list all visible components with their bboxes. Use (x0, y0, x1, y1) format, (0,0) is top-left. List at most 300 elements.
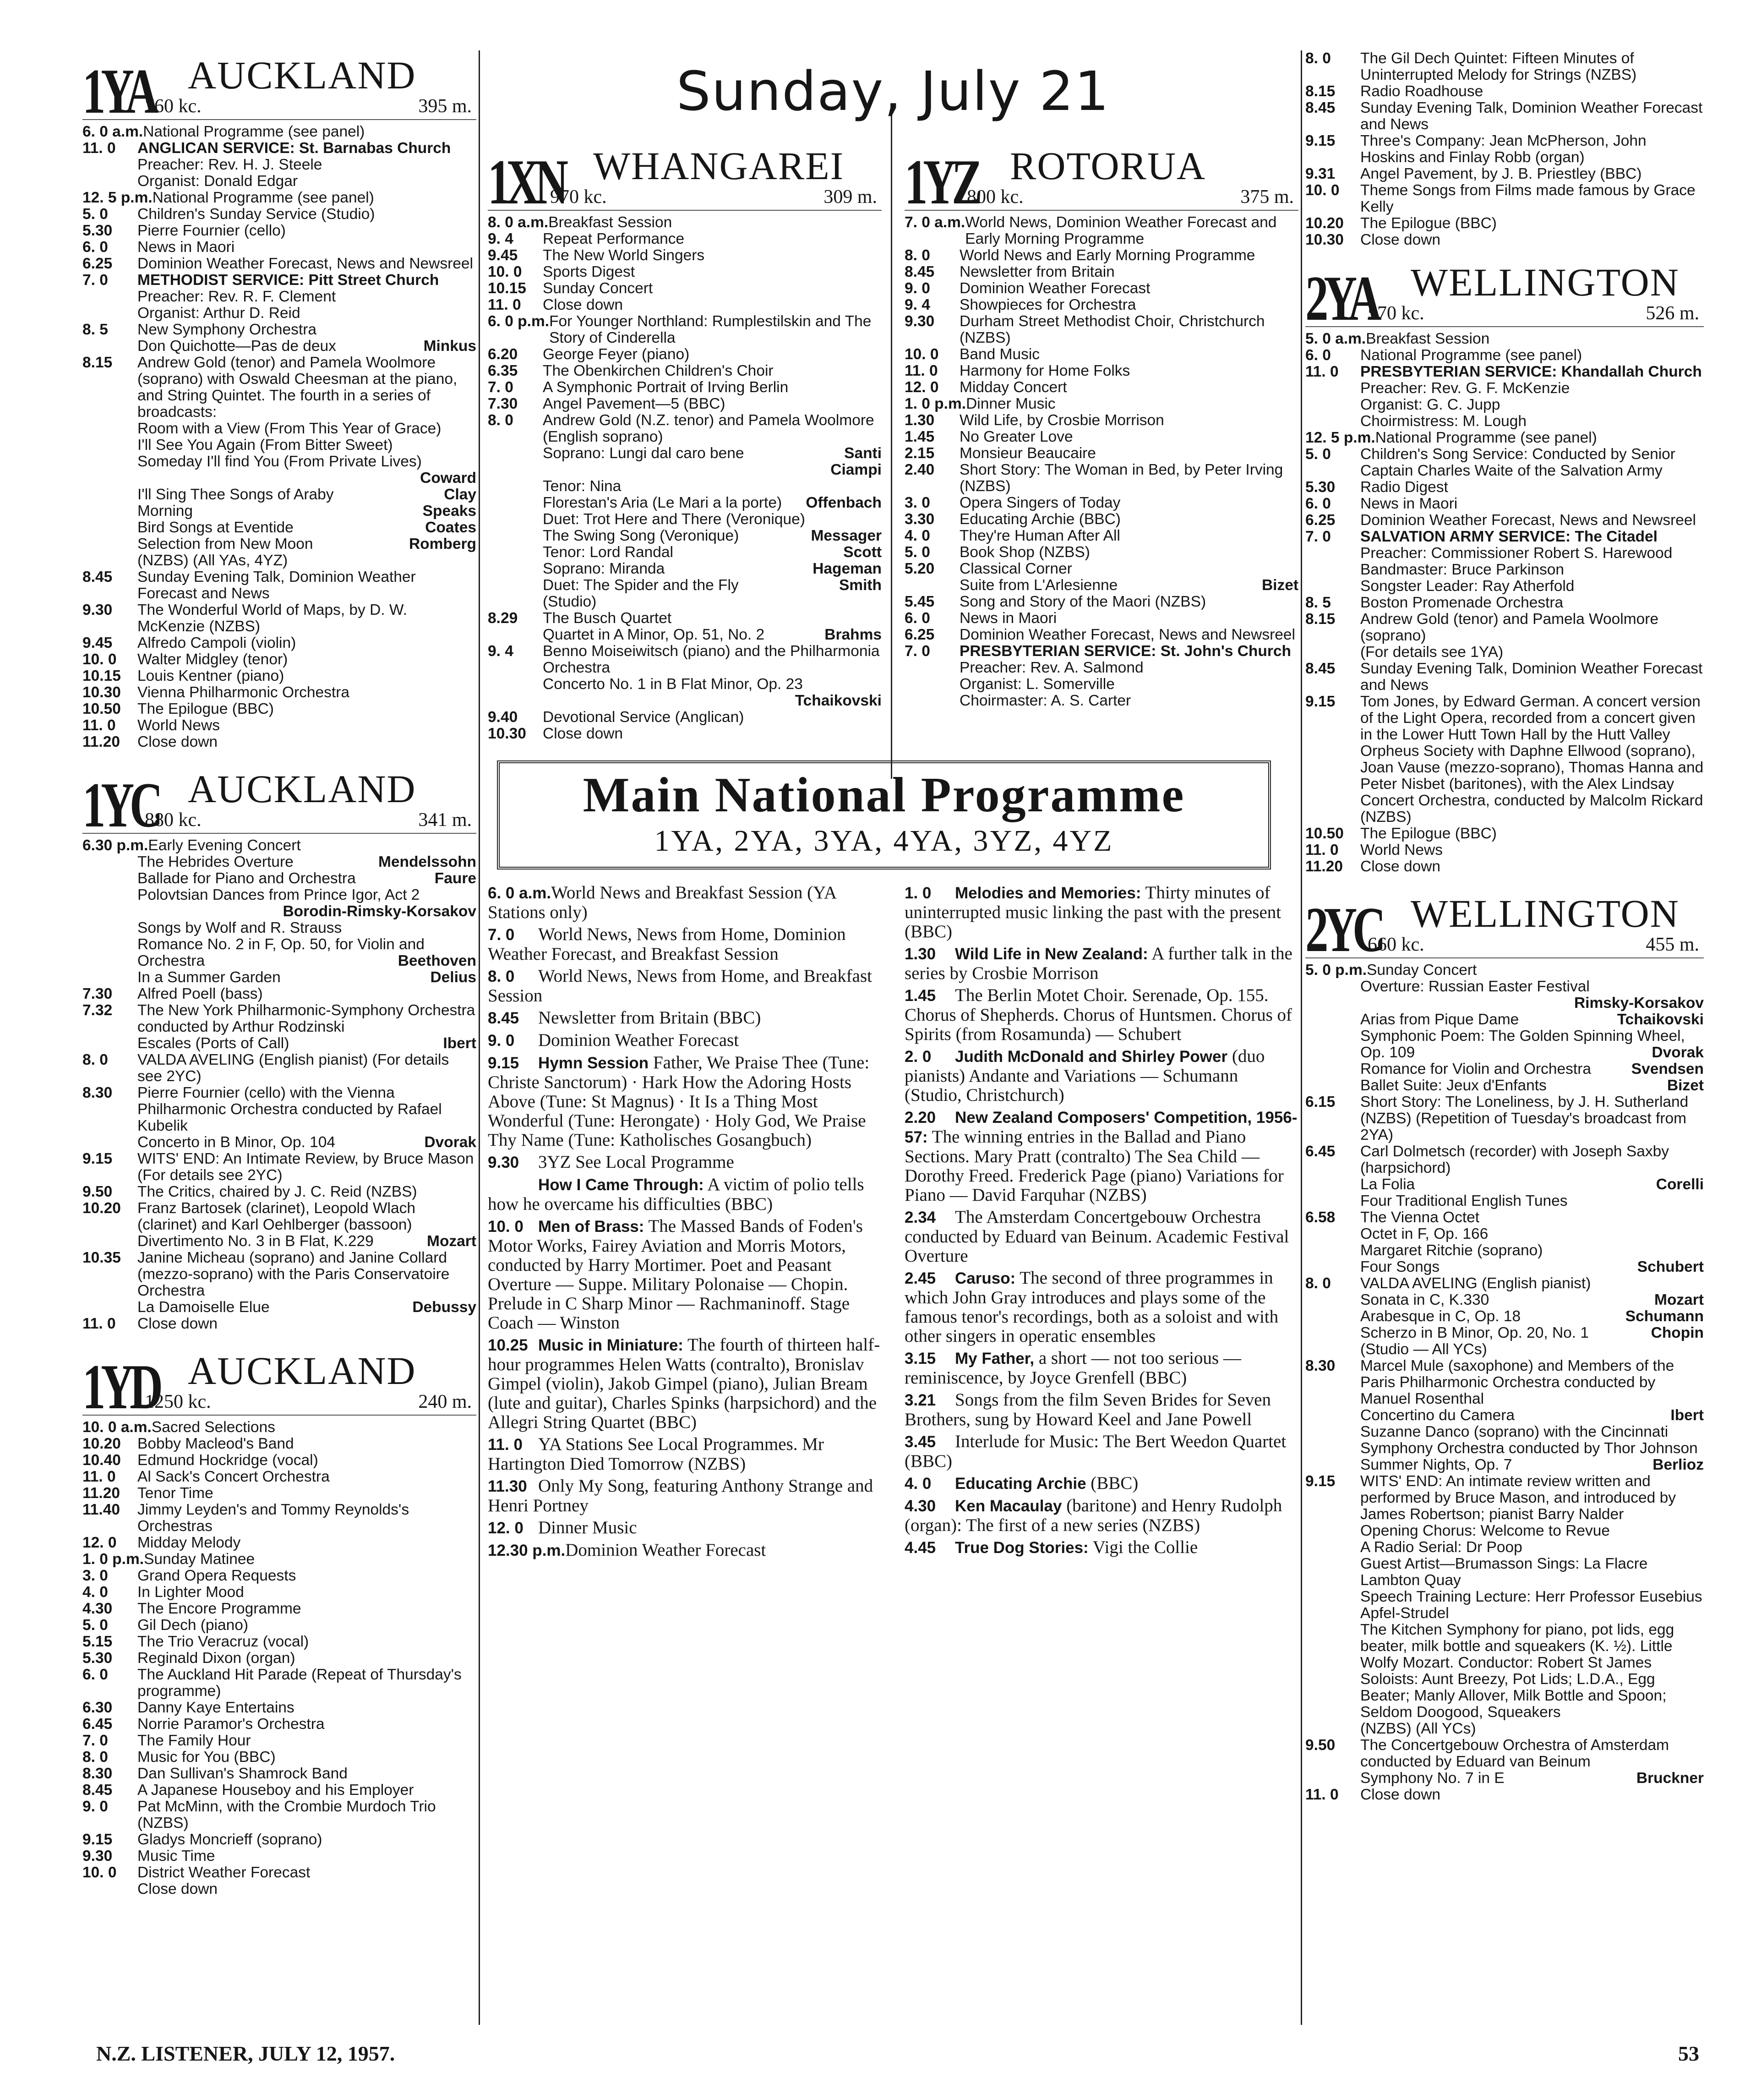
schedule-description: Breakfast Session (548, 214, 672, 231)
schedule-description: Selection from New Moon (137, 536, 313, 552)
schedule-text (137, 1716, 476, 1733)
composer-name: Hageman (813, 560, 882, 577)
schedule-text (960, 610, 1298, 627)
schedule-text (1360, 413, 1704, 430)
schedule-time: 11. 0 (1305, 363, 1339, 380)
programme-time: 4.45 (905, 1539, 936, 1557)
schedule-description: Bird Songs at Eventide (137, 519, 294, 536)
station-1yd (82, 1346, 476, 1898)
schedule-text (1360, 1325, 1704, 1341)
programme-entry (488, 1518, 882, 1538)
schedule-text (137, 920, 476, 936)
programme-entry (905, 1390, 1298, 1429)
main-national-programme-box (497, 760, 1271, 870)
station-wavelength: 455 m. (1646, 934, 1699, 955)
schedule-text (543, 561, 882, 577)
schedule-description: Octet in F, Op. 166 (1360, 1225, 1489, 1242)
schedule-time: 9.15 (1305, 1473, 1336, 1490)
schedule-description: Sunday Concert (543, 280, 653, 297)
schedule-text (960, 594, 1298, 610)
page-date: Sunday, July 21 (676, 60, 1110, 123)
programme-time: 3.21 (905, 1391, 936, 1409)
schedule-description: Dominion Weather Forecast, News and Newsreel (1360, 512, 1696, 529)
schedule-text (137, 1881, 476, 1898)
schedule-text (137, 1035, 476, 1052)
schedule-time: 6.15 (1305, 1094, 1336, 1110)
schedule-time: 10. 0 a.m. (82, 1419, 152, 1436)
schedule-time: 10.20 (82, 1200, 121, 1217)
schedule-item (82, 635, 476, 651)
schedule-description: Duet: Trot Here and There (Veronique) (543, 511, 805, 528)
schedule-time: 7.32 (82, 1002, 113, 1019)
schedule-text (1360, 1539, 1704, 1556)
composer-name: Romberg (409, 536, 476, 552)
schedule-description: Quartet in A Minor, Op. 51, No. 2 (543, 626, 765, 643)
schedule-time: 9.15 (82, 1150, 113, 1167)
programme-entry (488, 1175, 882, 1214)
schedule-description: Escales (Ports of Call) (137, 1035, 289, 1052)
schedule-item (82, 305, 476, 322)
programme-time: 2. 0 (905, 1048, 932, 1066)
schedule-text (137, 635, 476, 651)
schedule-text (1375, 430, 1704, 446)
schedule-item (1305, 397, 1704, 413)
composer-name: Bizet (1667, 1077, 1704, 1094)
schedule-time: 6.25 (905, 626, 935, 643)
schedule-description: Close down (1360, 858, 1441, 875)
schedule-item (1305, 347, 1704, 364)
schedule-text (543, 511, 882, 528)
schedule-text (1360, 1424, 1704, 1457)
schedule-time: 2.15 (905, 445, 935, 462)
schedule-item (82, 140, 476, 157)
schedule-text (543, 297, 882, 313)
composer-name: Dvorak (1652, 1044, 1704, 1061)
schedule-item (1305, 1226, 1704, 1242)
schedule-text (137, 734, 476, 750)
schedule-time: 6. 0 p.m. (488, 313, 550, 330)
schedule-text (960, 297, 1298, 313)
schedule-item (82, 322, 476, 338)
schedule-description: Dominion Weather Forecast (960, 280, 1151, 297)
schedule-text (1360, 1176, 1704, 1193)
composer-name: Offenbach (806, 494, 882, 511)
schedule-item (905, 313, 1298, 346)
schedule-description: Preacher: Rev. R. F. Clement (137, 288, 336, 305)
composer-name: Schumann (1625, 1308, 1704, 1325)
schedule-text (1360, 1589, 1704, 1622)
schedule-text (960, 462, 1298, 495)
schedule-description: Angel Pavement, by J. B. Priestley (BBC) (1360, 165, 1642, 182)
schedule-text (1360, 182, 1704, 215)
schedule-item (905, 280, 1298, 297)
schedule-item (488, 610, 882, 627)
station-header (82, 764, 476, 841)
schedule-item (488, 577, 882, 594)
schedule-description: The Auckland Hit Parade (Repeat of Thursday's programme) (137, 1666, 462, 1700)
schedule-item (905, 627, 1298, 643)
schedule-item (1305, 215, 1704, 232)
schedule-time: 7.30 (488, 395, 518, 412)
programme-heading: Music in Miniature: (538, 1336, 683, 1354)
schedule-text (137, 651, 476, 668)
schedule-text (137, 487, 476, 503)
schedule-text (137, 602, 476, 635)
schedule-description: Pat McMinn, with the Crombie Murdoch Trio (NZBS) (137, 1798, 436, 1832)
programme-entry (905, 1538, 1298, 1558)
schedule-time: 8.45 (1305, 660, 1336, 677)
station-1xn (488, 141, 882, 742)
schedule-item (1305, 166, 1704, 182)
composer-name: Messager (811, 527, 882, 544)
schedule-description: Music for You (BBC) (137, 1749, 276, 1766)
schedule-description: Band Music (960, 346, 1040, 363)
schedule-time: 8. 0 (1305, 1275, 1331, 1292)
schedule-description: Organist: Donald Edgar (137, 173, 298, 190)
schedule-description: Sunday Evening Talk, Dominion Weather Forecast and News (1360, 99, 1703, 133)
composer-name: Smith (839, 577, 882, 594)
schedule-description: Close down (137, 1315, 218, 1332)
schedule-description: PRESBYTERIAN SERVICE: Khandallah Church (1360, 363, 1702, 380)
schedule-time: 8. 0 (1305, 50, 1331, 67)
schedule-time: 5. 0 (82, 206, 108, 223)
schedule-time: 8.45 (82, 569, 113, 585)
composer-name: Tchaikovski (1617, 1011, 1704, 1028)
schedule-description: The Encore Programme (137, 1600, 301, 1617)
schedule-text (543, 726, 882, 742)
station-frequency: 570 kc. (1368, 303, 1424, 324)
station-city: AUCKLAND (188, 1349, 416, 1393)
schedule-time: 10.35 (82, 1249, 121, 1266)
schedule-item (905, 214, 1298, 247)
schedule-description: National Programme (see panel) (1360, 347, 1582, 364)
schedule-text (137, 1617, 476, 1634)
schedule-text (1360, 1721, 1704, 1737)
schedule-item (82, 854, 476, 870)
schedule-description: Educating Archie (BBC) (960, 511, 1121, 528)
programme-description: A further talk in the series by Crosbie Morrison (905, 944, 1292, 983)
schedule-item (82, 1601, 476, 1617)
schedule-text (1367, 962, 1704, 979)
schedule-item (1305, 661, 1704, 694)
schedule-item (1305, 364, 1704, 380)
schedule-text (543, 231, 882, 247)
schedule-time: 1.30 (905, 412, 935, 429)
schedule-text (137, 256, 476, 272)
schedule-text (137, 322, 476, 338)
schedule-text (1360, 1622, 1704, 1671)
programme-time: 6. 0 a.m. (488, 884, 551, 902)
schedule-item (1305, 826, 1704, 842)
schedule-text (543, 363, 882, 379)
schedule-text (1360, 1358, 1704, 1407)
schedule-item (1305, 694, 1704, 826)
schedule-time: 9.31 (1305, 165, 1336, 182)
schedule-text (137, 1782, 476, 1799)
schedule-text (137, 1485, 476, 1502)
schedule-time: 7. 0 (82, 1732, 108, 1749)
schedule-item (82, 1865, 476, 1881)
schedule-description: The Vienna Octet (1360, 1209, 1480, 1226)
schedule-text (137, 1799, 476, 1832)
schedule-description: Room with a View (From This Year of Grace) (137, 420, 442, 437)
schedule-text (1360, 364, 1704, 380)
composer-name: Mozart (1654, 1291, 1704, 1308)
schedule-item (1305, 100, 1704, 133)
schedule-description: News in Maori (137, 239, 235, 256)
schedule-time: 10. 0 (82, 651, 117, 668)
schedule-item (1305, 1209, 1704, 1226)
schedule-description: Dominion Weather Forecast, News and Newsreel (137, 255, 473, 272)
schedule-time: 4.30 (82, 1600, 113, 1617)
station-1ya (82, 50, 476, 750)
schedule-description: Florestan's Aria (Le Mari a la porte) (543, 494, 782, 511)
schedule-time: 10. 0 (1305, 182, 1340, 199)
schedule-item (1305, 1424, 1704, 1457)
schedule-description: Devotional Service (Anglican) (543, 709, 744, 726)
programme-description: World News, News from Home, Dominion Weather Forecast, and Breakfast Session (488, 924, 846, 964)
schedule-text (960, 693, 1298, 709)
programme-description: Newsletter from Britain (BBC) (538, 1008, 761, 1028)
station-header (1305, 889, 1704, 965)
schedule-text (137, 1865, 476, 1881)
schedule-item (1305, 1556, 1704, 1572)
schedule-text (137, 454, 476, 487)
schedule-item (488, 247, 882, 264)
schedule-text (543, 544, 882, 561)
programme-time: 11.30 (488, 1477, 527, 1495)
schedule-time: 5.30 (1305, 479, 1336, 496)
schedule-description: Bobby Macleod's Band (137, 1435, 294, 1452)
station-header (82, 50, 476, 127)
programme-time: 11. 0 (488, 1436, 523, 1454)
schedule-time: 10.15 (82, 667, 121, 684)
schedule-description: The Hebrides Overture (137, 853, 294, 870)
schedule-item (82, 1848, 476, 1865)
schedule-item (905, 346, 1298, 363)
schedule-text (137, 289, 476, 305)
schedule-text (137, 1052, 476, 1085)
programme-heading: True Dog Stories: (955, 1539, 1089, 1557)
schedule-description: The Wonderful World of Maps, by D. W. McKenzie (NZBS) (137, 602, 407, 635)
schedule-description: They're Human After All (960, 527, 1120, 544)
schedule-description: Dinner Music (966, 395, 1056, 412)
schedule-text (1360, 1572, 1704, 1589)
station-2ya-continued (1305, 50, 1704, 248)
schedule-description: Speech Training Lecture: Herr Professor Eusebius Apfel-Strudel (1360, 1588, 1702, 1622)
schedule-description: Divertimento No. 3 in B Flat, K.229 (137, 1233, 374, 1250)
schedule-text (137, 536, 476, 552)
composer-name: Dvorak (424, 1134, 476, 1151)
schedule-text (1360, 1012, 1704, 1028)
schedule-time: 9.40 (488, 709, 518, 726)
programme-time: 10.25 (488, 1336, 528, 1354)
schedule-description: Soprano: Miranda (543, 560, 665, 577)
schedule-text (137, 668, 476, 684)
schedule-description: Norrie Paramor's Orchestra (137, 1716, 325, 1733)
schedule-time: 8. 0 (82, 1749, 108, 1766)
schedule-text (1360, 1077, 1704, 1094)
schedule-text (1360, 529, 1704, 545)
programme-description: World News and Breakfast Session (YA Stations only) (488, 883, 836, 922)
schedule-time: 9.30 (905, 313, 935, 330)
composer-name: Tchaikovski (795, 692, 882, 709)
schedule-item (488, 594, 882, 610)
schedule-text (543, 346, 882, 363)
schedule-text (1360, 1770, 1704, 1787)
schedule-item (82, 1535, 476, 1551)
schedule-text (143, 124, 476, 140)
schedule-time: 9. 4 (488, 230, 513, 247)
schedule-item (1305, 512, 1704, 529)
schedule-item (488, 379, 882, 396)
programme-description: Dominion Weather Forecast (565, 1540, 766, 1560)
schedule-text (960, 528, 1298, 544)
footer-publication: N.Z. LISTENER, JULY 12, 1957. (96, 2042, 395, 2065)
schedule-text (1360, 1259, 1704, 1275)
schedule-description: Someday I'll find You (From Private Lives) (137, 453, 422, 470)
schedule-time: 10. 0 (82, 1864, 117, 1881)
schedule-time: 12. 0 (905, 379, 939, 396)
programme-description: (baritone) and Henry Rudolph (organ): The first of a new series (NZBS) (905, 1496, 1282, 1535)
schedule-description: Sunday Evening Talk, Dominion Weather Forecast and News (137, 569, 416, 602)
schedule-text (966, 396, 1298, 412)
schedule-text (1360, 1061, 1704, 1077)
schedule-time: 2.40 (905, 461, 935, 478)
composer-name: Bruckner (1636, 1770, 1704, 1787)
schedule-description: Bandmaster: Bruce Parkinson (1360, 561, 1565, 578)
schedule-description: Overture: Russian Easter Festival (1360, 978, 1590, 995)
schedule-description: Ballade for Piano and Orchestra (137, 870, 356, 887)
schedule-item (905, 363, 1298, 379)
schedule-text (137, 1452, 476, 1469)
programme-entry (488, 925, 882, 964)
composer-name: Borodin-Rimsky-Korsakov (283, 903, 476, 920)
station-header (905, 141, 1298, 218)
schedule-text (1360, 446, 1704, 479)
schedule-description: Children's Sunday Service (Studio) (137, 206, 375, 223)
schedule-text (137, 1749, 476, 1766)
schedule-time: 8.30 (1305, 1357, 1336, 1374)
programme-description: Songs from the film Seven Brides for Seven Brothers, sung by Howard Keel and Jane Powell (905, 1390, 1271, 1429)
schedule-description: Carl Dolmetsch (recorder) with Joseph Saxby (harpsichord) (1360, 1143, 1669, 1176)
schedule-item (82, 887, 476, 920)
schedule-description: The Swing Song (Veronique) (543, 527, 739, 544)
schedule-description: (Studio) (543, 593, 597, 610)
schedule-time: 12. 5 p.m. (1305, 429, 1375, 446)
schedule-time: 8. 5 (82, 321, 108, 338)
schedule-text (543, 478, 882, 495)
schedule-item (905, 379, 1298, 396)
schedule-time: 11.40 (82, 1501, 120, 1518)
schedule-time: 1. 0 p.m. (82, 1551, 144, 1568)
schedule-text (137, 1316, 476, 1332)
schedule-time: 9.30 (82, 1848, 113, 1865)
schedule-text (137, 1151, 476, 1184)
schedule-item (905, 396, 1298, 412)
station-frequency: 970 kc. (550, 186, 607, 208)
schedule-description: Danny Kaye Entertains (137, 1699, 294, 1716)
schedule-item (82, 1002, 476, 1035)
schedule-text (1366, 331, 1704, 347)
schedule-item (82, 1667, 476, 1700)
station-city: AUCKLAND (188, 767, 416, 811)
schedule-description: Dominion Weather Forecast, News and Newsreel (960, 626, 1295, 643)
schedule-text (137, 1733, 476, 1749)
programme-time: 9. 0 (488, 1032, 515, 1050)
schedule-item (1305, 1341, 1704, 1358)
schedule-item (82, 1749, 476, 1766)
schedule-time: 9.15 (1305, 132, 1336, 149)
schedule-time: 10. 0 (905, 346, 939, 363)
schedule-description: Pierre Fournier (cello) with the Vienna Philharmonic Orchestra conducted by Rafael Kubelik (137, 1084, 442, 1134)
schedule-item (905, 297, 1298, 313)
schedule-description: Lambton Quay (1360, 1572, 1461, 1589)
schedule-description: Dan Sullivan's Shamrock Band (137, 1765, 348, 1782)
schedule-item (82, 157, 476, 173)
schedule-text (137, 1002, 476, 1035)
schedule-text (137, 1650, 476, 1667)
composer-name: Beethoven (398, 952, 476, 969)
composer-name: Coates (425, 519, 476, 536)
schedule-description: Monsieur Beaucaire (960, 445, 1096, 462)
programme-description: The Massed Bands of Foden's Motor Works, Fairey Aviation and Morris Motors, conducted by Harry Mortimer. Poet and Peasant Overture — Suppe. Military Polonaise — Chopin. Prelude in C Sharp Minor — Rachmaninoff. Stage Coach — Winston (488, 1216, 863, 1333)
schedule-time: 12. 0 (82, 1534, 117, 1551)
schedule-description: The Obenkirchen Children's Choir (543, 362, 774, 379)
schedule-item (82, 717, 476, 734)
schedule-description: Close down (137, 1881, 218, 1898)
schedule-description: Opening Chorus: Welcome to Revue (1360, 1522, 1610, 1539)
station-wavelength: 395 m. (418, 96, 472, 117)
programme-time: 2.45 (905, 1269, 936, 1287)
station-callsign: 2YC (1305, 894, 1381, 965)
schedule-text (960, 247, 1298, 264)
schedule-time: 6.35 (488, 362, 518, 379)
schedule-description: Tom Jones, by Edward German. A concert version of the Light Opera, recorded from a concert given in the Lower Hutt Town Hall by the Hutt Valley Orpheus Society with Daphne Ellwood (soprano), Joan Vause (mezzo-soprano), Thomas Hanna and Peter Nisbet (baritones), with the Alex Lindsay Concert Orchestra, conducted by Malcolm Rickard (NZBS) (1360, 693, 1704, 826)
schedule-text (965, 214, 1298, 247)
schedule-text (543, 643, 882, 676)
schedule-description: Theme Songs from Films made famous by Grace Kelly (1360, 182, 1696, 215)
schedule-item (82, 1469, 476, 1485)
schedule-description: Romance No. 2 in F, Op. 50, for Violin and Orchestra (137, 936, 425, 969)
programme-time: 2.20 (905, 1109, 936, 1127)
schedule-text (960, 445, 1298, 462)
schedule-item (1305, 1473, 1704, 1523)
schedule-text (543, 379, 882, 396)
station-city: ROTORUA (1010, 144, 1206, 188)
schedule-time: 11. 0 (82, 1315, 116, 1332)
schedule-item (1305, 1325, 1704, 1341)
schedule-text (1360, 595, 1704, 611)
schedule-time: 11. 0 (905, 362, 938, 379)
schedule-description: VALDA AVELING (English pianist) (1360, 1275, 1591, 1292)
programme-entry (905, 1047, 1298, 1105)
schedule-description: Al Sack's Concert Orchestra (137, 1468, 330, 1485)
schedule-description: Newsletter from Britain (960, 263, 1115, 280)
schedule-time: 8. 0 a.m. (488, 214, 549, 231)
schedule-time: 10.30 (1305, 231, 1344, 248)
station-1yc (82, 764, 476, 1332)
schedule-text (137, 1436, 476, 1452)
station-2ya (1305, 257, 1704, 875)
schedule-item (488, 495, 882, 511)
schedule-text (137, 157, 476, 173)
station-callsign: 1XN (488, 147, 564, 218)
composer-name: Mendelssohn (378, 853, 476, 870)
schedule-text (1360, 1275, 1704, 1292)
schedule-text (960, 643, 1298, 660)
composer-name: Ciampi (830, 461, 882, 478)
